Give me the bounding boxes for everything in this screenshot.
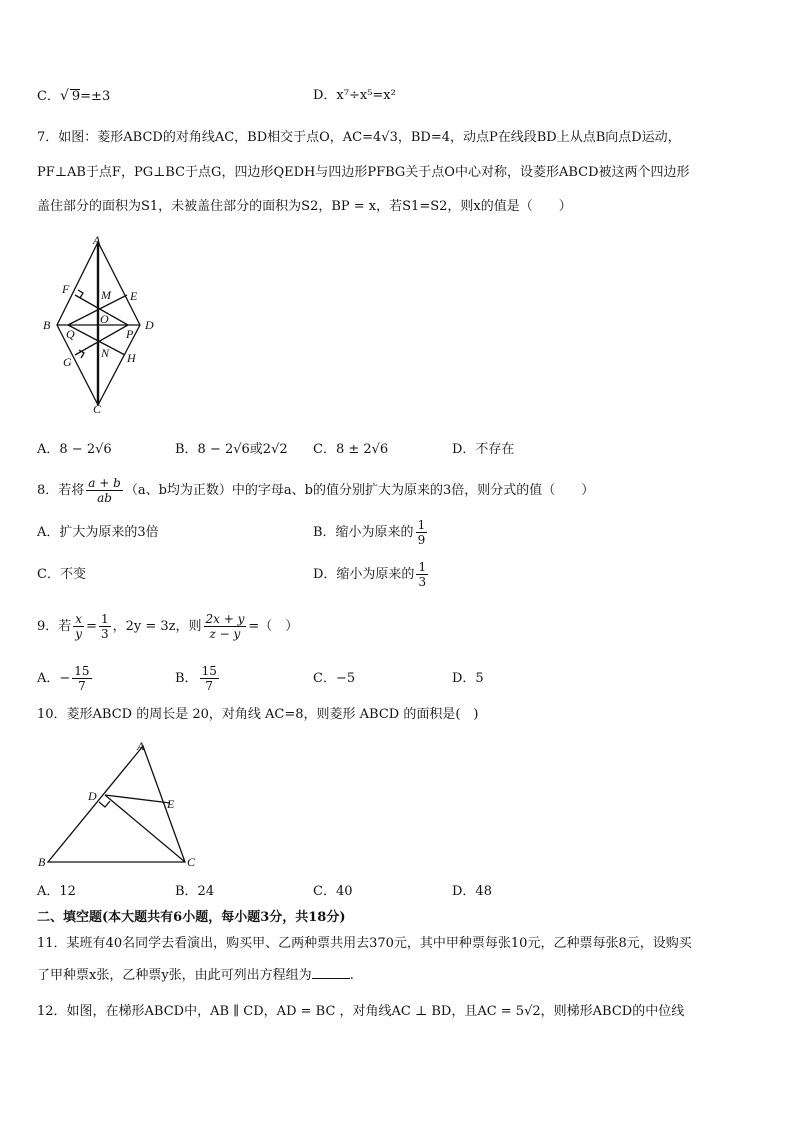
- q7-option-b: B．8 − 2√6或2√2: [175, 442, 288, 457]
- right-angle-mark-d: [99, 801, 110, 807]
- radical-sign: √: [59, 88, 69, 104]
- label-f: F: [62, 282, 70, 296]
- q7-option-a: A．8 − 2√6: [37, 442, 112, 457]
- label-d: D: [145, 318, 154, 332]
- label-g: G: [63, 355, 72, 369]
- label-a: A: [137, 739, 145, 753]
- q8-frac-den: ab: [97, 491, 112, 505]
- q9-option-b-fraction: [200, 664, 219, 693]
- q9-option-b-num: 15: [201, 664, 217, 678]
- q11-line2-end: .: [349, 968, 354, 983]
- q8-option-d: [313, 559, 430, 591]
- q9-option-d: D．5: [452, 671, 484, 686]
- q9-stem: [37, 610, 764, 644]
- q9-option-a-fraction: [72, 664, 91, 693]
- q9-f3-den: z − y: [209, 627, 241, 641]
- q8-option-d-num: 1: [418, 560, 427, 574]
- q8-option-b-fraction: [416, 518, 428, 547]
- label-n: N: [101, 346, 110, 360]
- q10-option-c: C．40: [313, 884, 353, 899]
- q8-stem: [37, 476, 764, 506]
- q10-stem: 10．菱形ABCD 的周长是 20，对角线 AC=8，则菱形 ABCD 的面积是( ): [37, 707, 479, 722]
- label-o: O: [100, 312, 109, 326]
- label-e: E: [167, 797, 175, 811]
- q9-eq: =: [86, 619, 97, 634]
- label-m: M: [101, 288, 111, 302]
- q9-option-b-den: 7: [205, 679, 214, 693]
- q7-stem-line2: PF⊥AB于点F，PG⊥BC于点G，四边形QEDH与四边形PFBG关于点O中心对称，设菱形ABCD被这两个四边形: [37, 165, 690, 180]
- q9-mid: ，2y = 3z，则: [112, 619, 202, 634]
- q9-f2-num: 1: [100, 612, 109, 626]
- label-p: P: [126, 327, 134, 341]
- label-c: C: [187, 855, 196, 869]
- q8-option-b: [313, 517, 429, 549]
- q8-suffix: （a、b均为正数）中的字母a、b的值分别扩大为原来的3倍，则分式的值（ ）: [124, 483, 595, 498]
- answer-blank[interactable]: [312, 966, 350, 979]
- q12-stem: 12．如图，在梯形ABCD中，AB ∥ CD，AD = BC ，对角线AC ⊥ BD，且AC = 5√2，则梯形ABCD的中位线: [37, 1004, 685, 1019]
- q10-option-b: B．24: [175, 884, 215, 899]
- q9-f1-num: x: [75, 612, 83, 626]
- q9-option-a-den: 7: [78, 679, 86, 693]
- q9-f3-num: 2x + y: [205, 612, 245, 626]
- q6-option-c: [37, 86, 110, 107]
- q8-prefix: 8．若将: [37, 483, 85, 498]
- label-d: D: [88, 789, 97, 803]
- q6-option-c-label: C．: [37, 89, 60, 104]
- q8-frac-num: a + b: [88, 476, 121, 490]
- q10-option-a: A．12: [37, 884, 76, 899]
- q6-option-c-radicand: 9: [71, 89, 81, 104]
- q7-option-d: D．不存在: [452, 442, 515, 457]
- q9-fraction-expr: [204, 612, 247, 641]
- q10-option-d: D．48: [452, 884, 492, 899]
- q9-option-b: [175, 662, 221, 696]
- label-c: C: [93, 402, 102, 416]
- q11-stem-line2: [37, 966, 764, 986]
- q9-f1-den: y: [75, 627, 83, 641]
- section-title-fill-in: 二、填空题(本大题共有6小题，每小题3分，共18分): [37, 910, 346, 925]
- q10-triangle-figure: [30, 738, 210, 873]
- q8-fraction: [86, 476, 123, 505]
- q9-prefix: 9．若: [37, 619, 72, 634]
- q8-option-b-num: 1: [417, 518, 426, 532]
- q8-option-c: C．不变: [37, 567, 86, 582]
- q8-option-d-fraction: [416, 560, 428, 589]
- q9-option-a-num: 15: [74, 664, 90, 678]
- q9-option-c: C．−5: [313, 671, 356, 686]
- q8-option-d-text: D．缩小为原来的: [313, 567, 415, 582]
- q9-option-a-label: A．−: [37, 671, 71, 686]
- label-b: B: [43, 318, 51, 332]
- right-angle-mark-g: [79, 350, 84, 358]
- q9-fraction-one-third: [99, 612, 111, 641]
- segment-qh: [68, 325, 125, 355]
- q7-rhombus-figure: [35, 232, 175, 422]
- q7-stem-line3: 盖住部分的面积为S1，未被盖住部分的面积为S2，BP = x，若S1=S2，则x的值是（ ）: [37, 199, 572, 214]
- q6-option-d: D．x⁷÷x⁵=x²: [313, 88, 396, 103]
- q11-line2-text: 了甲种票x张，乙种票y张，由此可列出方程组为: [37, 968, 312, 983]
- q9-f2-den: 3: [100, 627, 109, 641]
- q8-option-d-den: 3: [418, 575, 427, 589]
- q9-option-b-label: B．: [175, 671, 198, 686]
- q9-fraction-xy: [73, 612, 84, 641]
- q11-stem-line1: 11．某班有40名同学去看演出，购买甲、乙两种票共用去370元，其中甲种票每张10元，乙种票每张8元，设购买: [37, 936, 692, 951]
- label-h: H: [127, 351, 136, 365]
- label-e: E: [130, 289, 138, 303]
- segment-de: [105, 795, 170, 803]
- label-b: B: [38, 855, 46, 869]
- q7-option-c: C．8 ± 2√6: [313, 442, 389, 457]
- q8-option-b-den: 9: [417, 533, 426, 547]
- q8-option-a: A．扩大为原来的3倍: [37, 525, 159, 540]
- q8-option-b-text: B．缩小为原来的: [313, 525, 414, 540]
- q6-option-c-tail: =±3: [80, 89, 111, 104]
- label-a: A: [93, 233, 101, 247]
- q9-option-a: [37, 662, 94, 696]
- label-q: Q: [66, 327, 75, 341]
- q9-suffix: =（ ）: [248, 619, 299, 634]
- q7-stem-line1: 7．如图：菱形ABCD的对角线AC，BD相交于点O，AC=4√3，BD=4，动点P在线段BD上从点B向点D运动，: [37, 130, 681, 145]
